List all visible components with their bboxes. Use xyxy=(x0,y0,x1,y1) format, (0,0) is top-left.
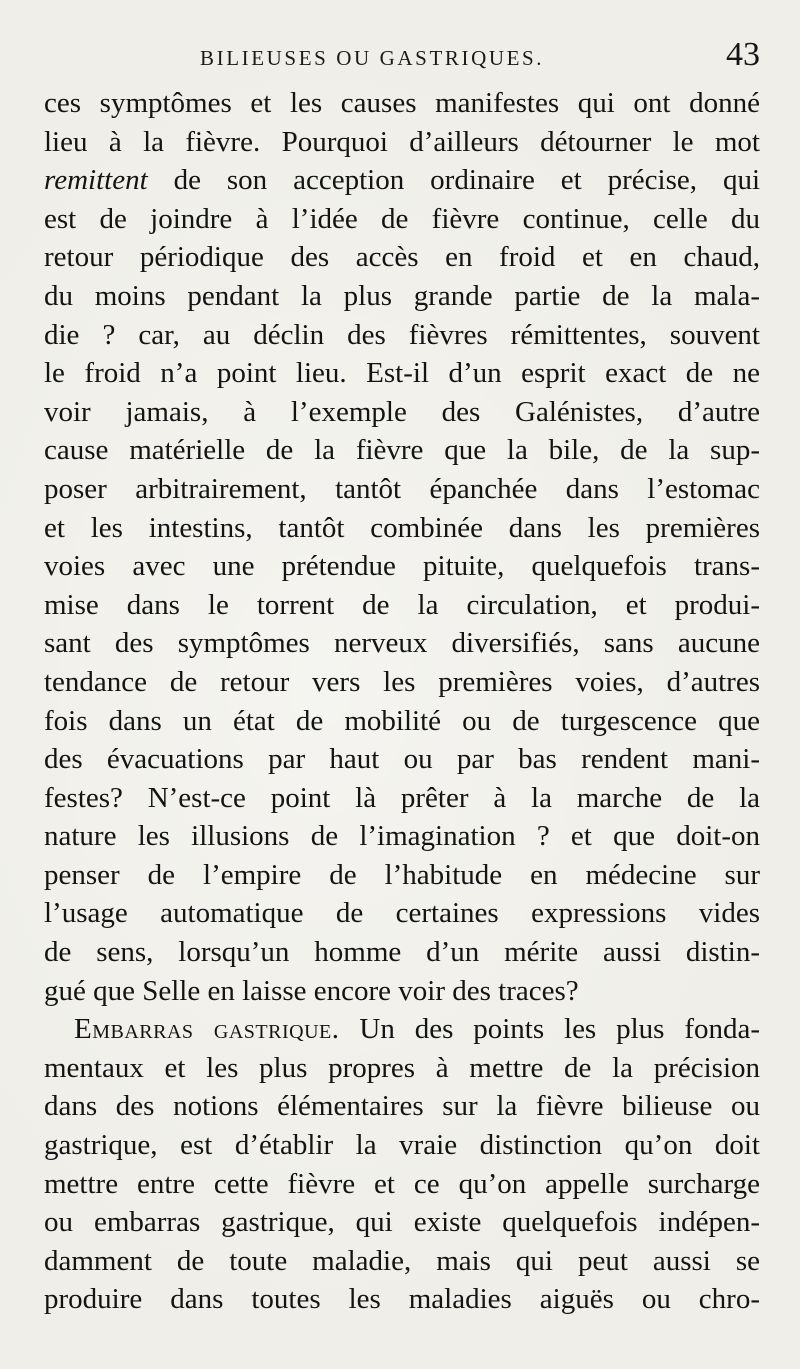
text-line-11: poser arbitrairement, tantôt épanchée dans l’estomac xyxy=(44,472,760,505)
text-line-1: ces symptômes et les causes manifestes qui ont donné xyxy=(44,87,760,119)
text-line-23: de sens, lorsqu’un homme d’un mérite aussi distin- xyxy=(44,936,760,969)
page-number: 43 xyxy=(726,36,760,73)
text-line-29: mettre entre cette fièvre et ce qu’on appelle surcharge xyxy=(44,1167,760,1200)
italic-term: remittent xyxy=(44,164,148,197)
text-line-32: produire dans toutes les maladies aiguës ou chro- xyxy=(44,1283,760,1316)
text-line-8: le froid n’a point lieu. Est-il d’un esprit exact de ne xyxy=(44,357,760,390)
text-line-3 xyxy=(44,161,760,200)
text-line-20: nature les illusions de l’imagination ? et que doit-on xyxy=(44,820,760,853)
text-line-31: damment de toute maladie, mais qui peut aussi se xyxy=(44,1244,760,1277)
body-text xyxy=(44,84,760,1319)
text-line-21: penser de l’empire de l’habitude en médecine sur xyxy=(44,858,760,891)
text-line-25 xyxy=(44,1010,760,1049)
text-line-6: du moins pendant la plus grande partie de la mala- xyxy=(44,279,760,312)
text-line-2: lieu à la fièvre. Pourquoi d’ailleurs détourner le mot xyxy=(44,125,760,158)
page-header xyxy=(0,36,800,80)
text-line-18: des évacuations par haut ou par bas rendent mani- xyxy=(44,743,760,776)
text-line-30: ou embarras gastrique, qui existe quelquefois indépen- xyxy=(44,1206,760,1239)
text-line-25-rest: Un des points les plus fonda- xyxy=(359,1013,761,1046)
text-line-28: gastrique, est d’établir la vraie distinction qu’on doit xyxy=(44,1129,760,1162)
text-line-4: est de joindre à l’idée de fièvre continue, celle du xyxy=(44,202,760,235)
text-line-16: tendance de retour vers les premières voies, d’autres xyxy=(44,665,760,698)
text-line-22: l’usage automatique de certaines expressions vides xyxy=(44,897,760,930)
text-line-3-rest: de son acception ordinaire et précise, qui xyxy=(173,164,761,197)
text-line-24: gué que Selle en laisse encore voir des traces? xyxy=(44,974,579,1007)
text-line-26: mentaux et les plus propres à mettre de la précision xyxy=(44,1051,760,1084)
text-line-10: cause matérielle de la fièvre que la bile, de la sup- xyxy=(44,434,760,467)
text-line-13: voies avec une prétendue pituite, quelquefois trans- xyxy=(44,550,760,583)
text-line-5: retour périodique des accès en froid et en chaud, xyxy=(44,241,760,274)
section-heading: Embarras gastrique. xyxy=(74,1013,340,1046)
text-line-15: sant des symptômes nerveux diversifiés, sans aucune xyxy=(44,627,760,660)
text-line-14: mise dans le torrent de la circulation, et produi- xyxy=(44,588,760,621)
text-line-27: dans des notions élémentaires sur la fièvre bilieuse ou xyxy=(44,1090,760,1123)
text-line-9: voir jamais, à l’exemple des Galénistes, d’autre xyxy=(44,395,760,428)
text-line-17: fois dans un état de mobilité ou de turgescence que xyxy=(44,704,760,737)
text-line-12: et les intestins, tantôt combinée dans les premières xyxy=(44,511,760,544)
running-head: BILIEUSES OU GASTRIQUES. xyxy=(200,46,545,70)
text-line-7: die ? car, au déclin des fièvres rémittentes, souvent xyxy=(44,318,760,351)
text-line-19: festes? N’est-ce point là prêter à la marche de la xyxy=(44,781,760,814)
